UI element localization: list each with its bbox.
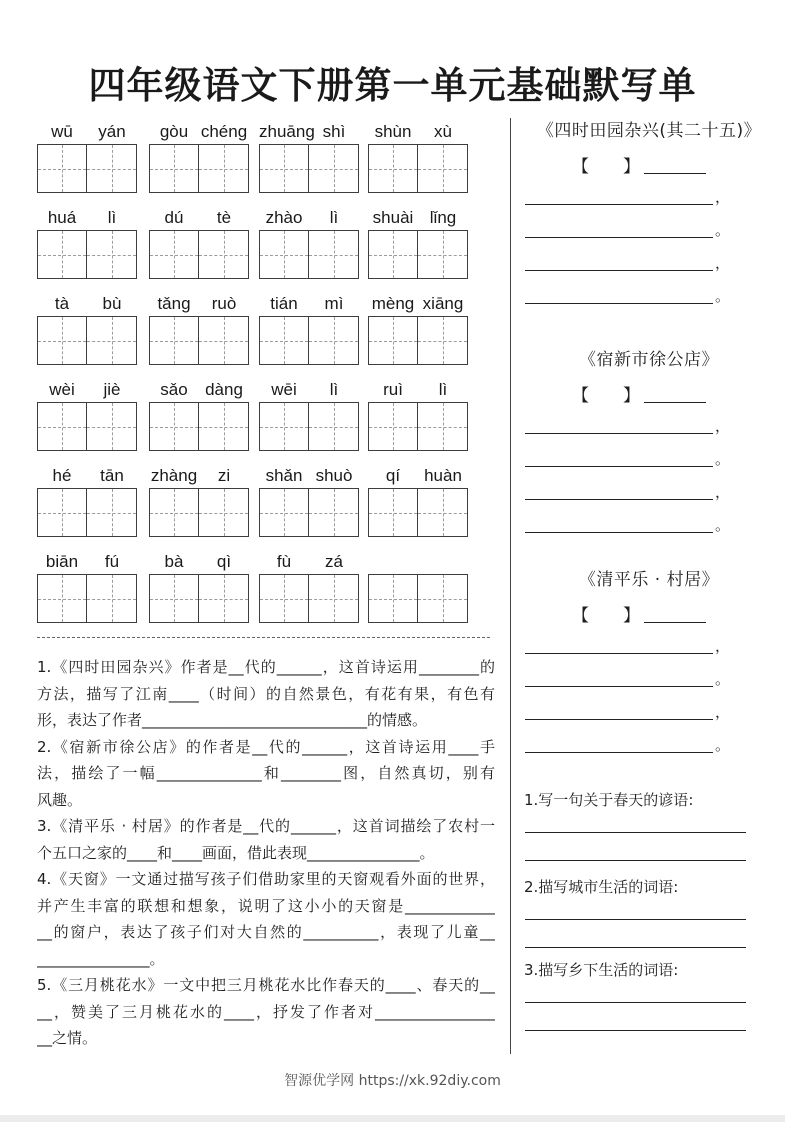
- pinyin-syllable: tè: [216, 208, 232, 227]
- writing-cell: [418, 231, 467, 278]
- pinyin-row: [37, 119, 477, 195]
- writing-grid: [37, 230, 137, 279]
- pinyin-syllable: wēi: [271, 380, 297, 399]
- pinyin-line: [37, 119, 137, 144]
- pinyin-line: [149, 463, 249, 488]
- writing-grid: [368, 230, 468, 279]
- pinyin-line: [149, 377, 249, 402]
- pinyin-line: [37, 549, 137, 574]
- word-group: [259, 291, 359, 367]
- word-group: [368, 463, 468, 539]
- writing-cell: [150, 317, 199, 364]
- writing-grid: [259, 144, 359, 193]
- question-line: 形，表达了作者______________________________的情感。: [37, 711, 428, 729]
- pinyin-syllable: lì: [329, 380, 339, 399]
- pinyin-syllable: wèi: [49, 380, 75, 399]
- verse-punctuation: ，: [715, 254, 731, 272]
- pinyin-syllable: lì: [438, 380, 448, 399]
- writing-cell: [150, 489, 199, 536]
- verse-punctuation: 。: [715, 450, 731, 468]
- author-blank: [644, 155, 706, 174]
- pinyin-syllable: zhuāng: [259, 122, 315, 141]
- pinyin-syllable: yán: [98, 122, 126, 141]
- writing-cell: [369, 575, 418, 622]
- extra-question: [524, 959, 764, 1039]
- writing-cell: [199, 403, 248, 450]
- pinyin-syllable: tǎng: [157, 294, 191, 313]
- answer-line: [525, 1002, 746, 1003]
- writing-cell: [309, 489, 358, 536]
- verse-line: [525, 284, 745, 304]
- word-group: [37, 463, 137, 539]
- author-bracket: 【 】: [572, 606, 640, 626]
- question-5: [37, 972, 495, 1052]
- verse-line: [525, 480, 745, 500]
- writing-cell: [418, 489, 467, 536]
- verse-line: [525, 667, 745, 687]
- author-row: [572, 384, 706, 408]
- verse-punctuation: ，: [715, 703, 731, 721]
- verse-punctuation: ，: [715, 188, 731, 206]
- verse-punctuation: ，: [715, 417, 731, 435]
- question-line: 4.《天窗》一文通过描写孩子们借助家里的天窗观看外面的世界，: [37, 870, 495, 888]
- question-line: 3.《清平乐 · 村居》的作者是__代的______，这首词描绘了农村一: [37, 817, 495, 835]
- pinyin-line: [259, 377, 359, 402]
- writing-grid: [37, 316, 137, 365]
- writing-cell: [199, 317, 248, 364]
- verse-blank: [525, 719, 713, 720]
- writing-cell: [150, 575, 199, 622]
- pinyin-syllable: shì: [322, 122, 346, 141]
- poem-block: [518, 348, 780, 548]
- writing-cell: [199, 489, 248, 536]
- writing-grid: [149, 402, 249, 451]
- writing-cell: [87, 145, 136, 192]
- writing-cell: [38, 231, 87, 278]
- writing-cell: [309, 403, 358, 450]
- word-group: [368, 205, 468, 281]
- pinyin-row: [37, 549, 477, 625]
- pinyin-line: [37, 205, 137, 230]
- verse-blank: [525, 466, 713, 467]
- word-group: [149, 463, 249, 539]
- writing-grid: [37, 574, 137, 623]
- pinyin-line: [149, 291, 249, 316]
- verse-line: [525, 447, 745, 467]
- writing-cell: [260, 403, 309, 450]
- verse-blank: [525, 499, 713, 500]
- author-row: [572, 604, 706, 628]
- writing-cell: [418, 403, 467, 450]
- extra-question: [524, 876, 764, 956]
- poem-title: 《宿新市徐公店》: [579, 350, 719, 370]
- pinyin-row: [37, 205, 477, 281]
- writing-grid: [368, 402, 468, 451]
- pinyin-line: [149, 549, 249, 574]
- writing-cell: [260, 317, 309, 364]
- pinyin-syllable: tān: [100, 466, 124, 485]
- pinyin-syllable: fú: [104, 552, 120, 571]
- pinyin-line: [37, 377, 137, 402]
- word-group: [259, 549, 359, 625]
- answer-line: [525, 919, 746, 920]
- question-4: [37, 866, 495, 972]
- pinyin-row: [37, 463, 477, 539]
- verse-punctuation: ，: [715, 637, 731, 655]
- pinyin-syllable: qì: [216, 552, 232, 571]
- question-2: [37, 734, 495, 814]
- writing-cell: [369, 231, 418, 278]
- fill-in-questions: [37, 654, 495, 1052]
- word-group: [259, 119, 359, 195]
- answer-line: [525, 947, 746, 948]
- pinyin-syllable: shǎn: [265, 466, 303, 485]
- verse-blank: [525, 686, 713, 687]
- writing-cell: [199, 575, 248, 622]
- verse-blank: [525, 237, 713, 238]
- pinyin-syllable: bù: [102, 294, 122, 313]
- poem-block: [518, 568, 780, 768]
- writing-cell: [38, 145, 87, 192]
- writing-cell: [369, 489, 418, 536]
- question-line: 并产生丰富的联想和想象，说明了这小小的天窗是____________: [37, 896, 495, 915]
- extra-question-label: 1.写一句关于春天的谚语:: [524, 791, 694, 809]
- writing-cell: [87, 575, 136, 622]
- writing-cell: [199, 145, 248, 192]
- writing-cell: [87, 231, 136, 278]
- writing-cell: [418, 575, 467, 622]
- writing-grid: [149, 574, 249, 623]
- dictation-column: [518, 0, 780, 1122]
- footer-source: 智源优学网 https://xk.92diy.com: [284, 1073, 501, 1089]
- writing-cell: [309, 231, 358, 278]
- verse-punctuation: 。: [715, 516, 731, 534]
- word-group: [37, 205, 137, 281]
- writing-cell: [150, 231, 199, 278]
- pinyin-syllable: zhàng: [150, 466, 198, 485]
- word-group: [149, 549, 249, 625]
- author-blank: [644, 604, 706, 623]
- pinyin-syllable: xiāng: [422, 294, 464, 313]
- question-line: _______________。: [37, 949, 165, 968]
- pinyin-line: [368, 549, 468, 574]
- writing-grid: [37, 144, 137, 193]
- pinyin-line: [368, 119, 468, 144]
- page-edge: [0, 1115, 785, 1122]
- pinyin-syllable: tián: [270, 294, 298, 313]
- pinyin-syllable: qí: [385, 466, 401, 485]
- question-1: [37, 654, 495, 734]
- pinyin-syllable: zá: [325, 552, 343, 571]
- writing-grid: [259, 316, 359, 365]
- pinyin-line: [37, 291, 137, 316]
- pinyin-syllable: bà: [164, 552, 184, 571]
- pinyin-syllable: ruì: [383, 380, 403, 399]
- verse-line: [525, 634, 745, 654]
- pinyin-syllable: lì: [107, 208, 117, 227]
- extra-question-label: 2.描写城市生活的词语:: [524, 878, 679, 896]
- writing-cell: [87, 403, 136, 450]
- pinyin-row: [37, 377, 477, 453]
- writing-grid: [259, 574, 359, 623]
- verse-blank: [525, 532, 713, 533]
- extra-question-label: 3.描写乡下生活的词语:: [524, 961, 679, 979]
- verse-punctuation: 。: [715, 287, 731, 305]
- writing-cell: [260, 489, 309, 536]
- verse-blank: [525, 653, 713, 654]
- writing-cell: [369, 145, 418, 192]
- word-group: [149, 377, 249, 453]
- poem-title: 《清平乐 · 村居》: [578, 570, 720, 590]
- pinyin-syllable: shuò: [315, 466, 353, 485]
- pinyin-syllable: shùn: [374, 122, 412, 141]
- word-group: [37, 377, 137, 453]
- writing-cell: [309, 317, 358, 364]
- question-line: __，赞美了三月桃花水的____，抒发了作者对________________: [37, 1002, 495, 1021]
- verse-punctuation: ，: [715, 483, 731, 501]
- pinyin-syllable: mèng: [371, 294, 415, 313]
- writing-cell: [260, 145, 309, 192]
- question-line: __之情。: [37, 1029, 98, 1047]
- word-group-empty: [368, 549, 468, 625]
- pinyin-syllable: chéng: [200, 122, 248, 141]
- verse-line: [525, 251, 745, 271]
- pinyin-syllable: biān: [45, 552, 79, 571]
- word-group: [149, 119, 249, 195]
- pinyin-syllable: dú: [164, 208, 184, 227]
- page-title: 四年级语文下册第一单元基础默写单: [88, 63, 697, 107]
- word-group: [259, 377, 359, 453]
- pinyin-syllable: lì: [329, 208, 339, 227]
- word-group: [37, 549, 137, 625]
- writing-grid: [368, 316, 468, 365]
- question-line: 风趣。: [37, 790, 83, 809]
- pinyin-syllable: ruò: [211, 294, 237, 313]
- writing-cell: [38, 575, 87, 622]
- writing-cell: [38, 489, 87, 536]
- pinyin-syllable: huàn: [424, 466, 462, 485]
- writing-cell: [150, 145, 199, 192]
- pinyin-syllable: gòu: [159, 122, 189, 141]
- word-group: [259, 205, 359, 281]
- writing-cell: [260, 575, 309, 622]
- pinyin-syllable: sǎo: [160, 380, 188, 399]
- question-line: __的窗户，表达了孩子们对大自然的__________，表现了儿童__: [37, 923, 495, 941]
- writing-grid: [259, 488, 359, 537]
- pinyin-line: [37, 463, 137, 488]
- question-line: 2.《宿新市徐公店》的作者是__代的______，这首诗运用____手: [37, 737, 495, 756]
- word-group: [149, 291, 249, 367]
- pinyin-syllable: xù: [434, 122, 452, 141]
- writing-grid: [368, 144, 468, 193]
- pinyin-line: [368, 463, 468, 488]
- verse-punctuation: 。: [715, 670, 731, 688]
- pinyin-syllable: jiè: [103, 380, 121, 399]
- writing-grid: [149, 230, 249, 279]
- writing-grid: [37, 402, 137, 451]
- writing-grid: [368, 488, 468, 537]
- writing-grid: [149, 488, 249, 537]
- pinyin-syllable: fù: [276, 552, 292, 571]
- verse-punctuation: 。: [715, 736, 731, 754]
- writing-cell: [309, 145, 358, 192]
- verse-blank: [525, 303, 713, 304]
- pinyin-row: [37, 291, 477, 367]
- answer-line: [525, 832, 746, 833]
- writing-cell: [38, 317, 87, 364]
- pinyin-line: [368, 205, 468, 230]
- verse-blank: [525, 204, 713, 205]
- verse-line: [525, 218, 745, 238]
- pinyin-line: [259, 291, 359, 316]
- question-line: 法，描绘了一幅______________和________图，自然真切，别有: [37, 764, 495, 782]
- answer-line: [525, 860, 746, 861]
- pinyin-syllable: zhào: [265, 208, 303, 227]
- pinyin-line: [149, 119, 249, 144]
- column-divider: [510, 118, 511, 1054]
- writing-cell: [260, 231, 309, 278]
- pinyin-syllable: zi: [217, 466, 231, 485]
- verse-line: [525, 513, 745, 533]
- pinyin-syllable: dàng: [205, 380, 243, 399]
- pinyin-syllable: mì: [324, 294, 344, 313]
- word-group: [259, 463, 359, 539]
- extra-question: [524, 789, 764, 869]
- verse-line: [525, 733, 745, 753]
- pinyin-line: [259, 205, 359, 230]
- pinyin-syllable: hé: [52, 466, 72, 485]
- question-3: [37, 813, 495, 866]
- pinyin-syllable: tà: [54, 294, 70, 313]
- writing-grid: [259, 230, 359, 279]
- writing-cell: [199, 231, 248, 278]
- pinyin-line: [259, 119, 359, 144]
- writing-cell: [369, 403, 418, 450]
- pinyin-line: [368, 291, 468, 316]
- verse-line: [525, 414, 745, 434]
- word-group: [368, 377, 468, 453]
- pinyin-syllable: wū: [51, 122, 73, 141]
- pinyin-syllable: shuài: [372, 208, 414, 227]
- writing-cell: [87, 489, 136, 536]
- pinyin-line: [259, 463, 359, 488]
- author-bracket: 【 】: [572, 386, 640, 406]
- writing-grid: [37, 488, 137, 537]
- question-line: 个五口之家的____和____画面，借此表现_______________。: [37, 843, 435, 862]
- writing-cell: [150, 403, 199, 450]
- word-group: [37, 119, 137, 195]
- pinyin-syllable: huá: [47, 208, 77, 227]
- writing-grid: [149, 144, 249, 193]
- author-row: [572, 155, 706, 179]
- verse-blank: [525, 270, 713, 271]
- question-line: 1.《四时田园杂兴》作者是__代的______，这首诗运用________的: [37, 658, 495, 676]
- writing-cell: [87, 317, 136, 364]
- writing-cell: [369, 317, 418, 364]
- question-line: 5.《三月桃花水》一文中把三月桃花水比作春天的____、春天的__: [37, 976, 495, 994]
- writing-cell: [418, 145, 467, 192]
- writing-cell: [309, 575, 358, 622]
- dashed-divider: [37, 637, 490, 638]
- verse-line: [525, 700, 745, 720]
- pinyin-line: [259, 549, 359, 574]
- writing-grid: [149, 316, 249, 365]
- pinyin-line: [368, 377, 468, 402]
- writing-grid: [259, 402, 359, 451]
- word-group: [37, 291, 137, 367]
- pinyin-syllable: lǐng: [429, 208, 457, 227]
- answer-line: [525, 1030, 746, 1031]
- writing-cell: [38, 403, 87, 450]
- verse-line: [525, 185, 745, 205]
- word-group: [368, 119, 468, 195]
- question-line: 方法，描写了江南____（时间）的自然景色，有花有果，有色有: [37, 684, 495, 703]
- poem-title: 《四时田园杂兴(其二十五)》: [536, 121, 762, 141]
- verse-punctuation: 。: [715, 221, 731, 239]
- verse-blank: [525, 433, 713, 434]
- verse-blank: [525, 752, 713, 753]
- author-blank: [644, 384, 706, 403]
- author-bracket: 【 】: [572, 157, 640, 177]
- writing-cell: [418, 317, 467, 364]
- word-group: [368, 291, 468, 367]
- pinyin-line: [149, 205, 249, 230]
- word-group: [149, 205, 249, 281]
- poem-block: [518, 119, 780, 319]
- writing-grid: [368, 574, 468, 623]
